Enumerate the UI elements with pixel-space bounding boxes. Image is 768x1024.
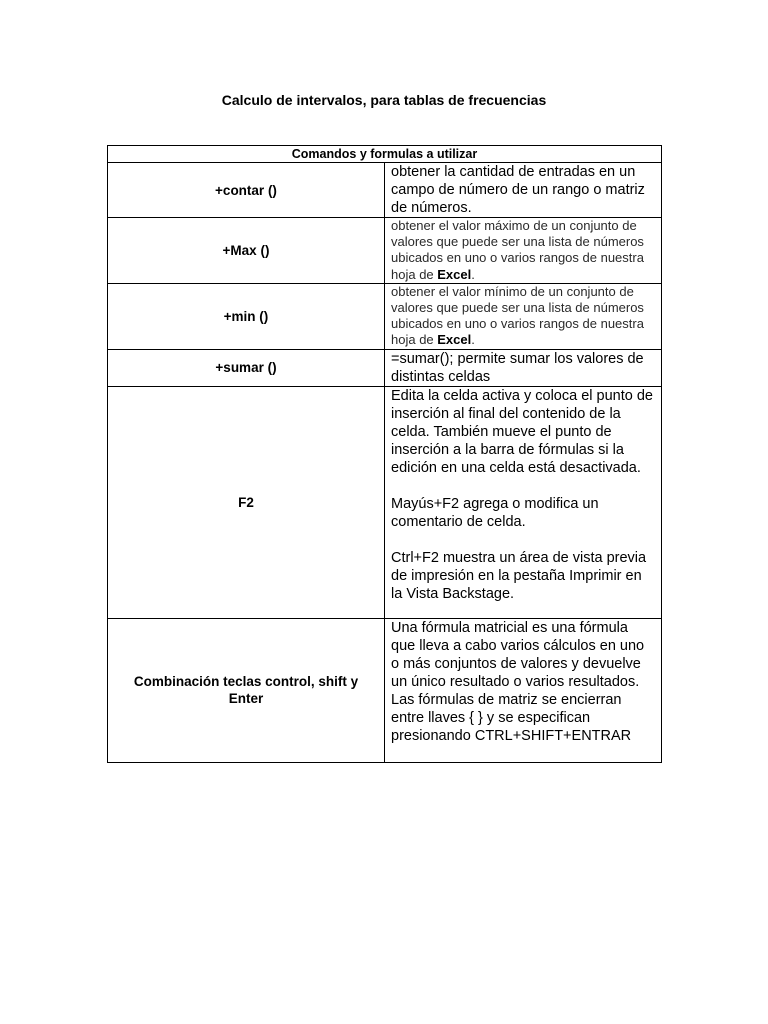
- table-row: [108, 163, 662, 218]
- description-end: .: [471, 332, 475, 348]
- commands-table: [107, 145, 662, 763]
- description-cell: [385, 386, 662, 618]
- command-cell: F2: [108, 386, 385, 618]
- description-bold: Excel: [437, 332, 472, 348]
- description-cell: Una fórmula matricial es una fórmula que lleva a cabo varios cálculos en uno o más conjuntos de valores y devuelve un único resultado o varios resultados. Las fórmulas de matriz se encierran entre llaves { } y se especifican presionando CTRL+SHIFT+ENTRAR: [385, 618, 662, 762]
- description-cell: obtener la cantidad de entradas en un campo de número de un rango o matriz de números.: [385, 163, 662, 218]
- description-cell: [385, 283, 662, 349]
- command-cell: +min (): [108, 283, 385, 349]
- table-header: Comandos y formulas a utilizar: [108, 146, 662, 163]
- table-row: [108, 349, 662, 386]
- command-cell: +sumar (): [108, 349, 385, 386]
- description-cell: [385, 218, 662, 284]
- table-row: [108, 386, 662, 618]
- description-paragraph: Ctrl+F2 muestra un área de vista previa de impresión en la pestaña Imprimir en la Vista Backstage.: [391, 549, 647, 602]
- description-paragraph: Edita la celda activa y coloca el punto de inserción al final del contenido de la celda. También mueve el punto de inserción a la barra de fórmulas si la edición en una celda está desactivada.: [391, 387, 653, 476]
- page-title: Calculo de intervalos, para tablas de frecuencias: [221, 92, 547, 108]
- description-end: .: [471, 266, 475, 282]
- table-header-row: [108, 146, 662, 163]
- command-cell: +Max (): [108, 218, 385, 284]
- description-bold: Excel: [437, 266, 472, 282]
- table-row: [108, 283, 662, 349]
- description-text: obtener el valor máximo de un conjunto de valores que puede ser una lista de números ubicados en uno o varios rangos de nuestra hoja de: [391, 218, 644, 282]
- table-row: [108, 218, 662, 284]
- description-paragraph: Mayús+F2 agrega o modifica un comentario de celda.: [391, 495, 599, 530]
- description-text: obtener el valor mínimo de un conjunto de valores que puede ser una lista de números ubicados en uno o varios rangos de nuestra hoja de: [391, 283, 644, 348]
- command-cell: Combinación teclas control, shift y Enter: [108, 618, 385, 762]
- table-row: [108, 618, 662, 762]
- description-cell: =sumar(); permite sumar los valores de distintas celdas: [385, 349, 662, 386]
- command-cell: +contar (): [108, 163, 385, 218]
